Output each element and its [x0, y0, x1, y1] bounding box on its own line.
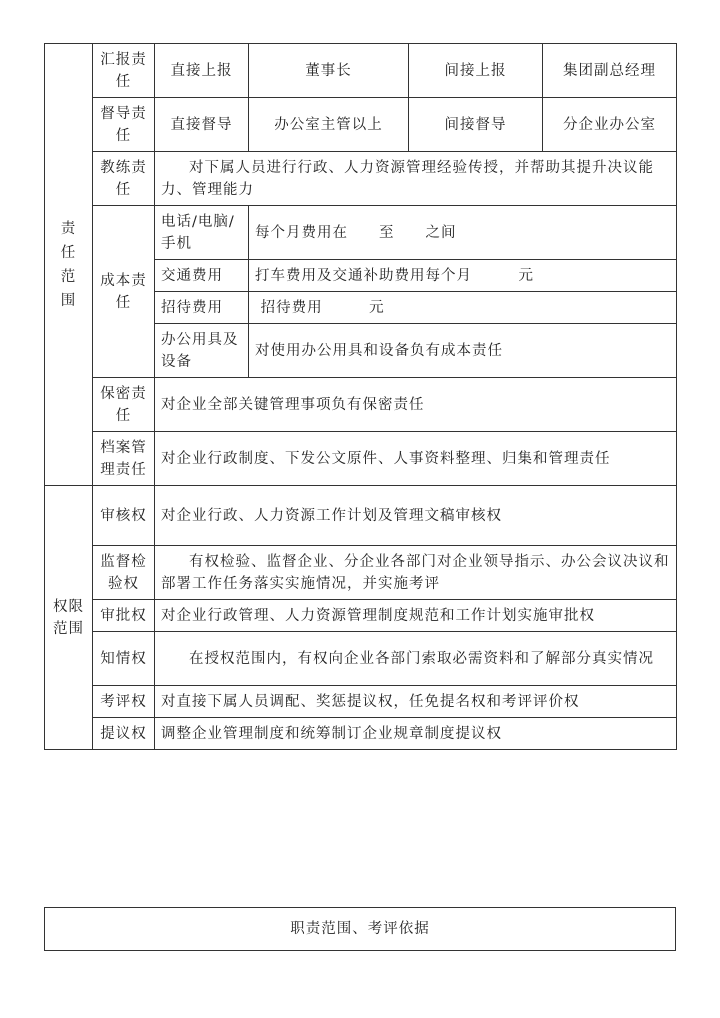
report-direct-value: 董事长 — [249, 44, 409, 98]
authority-label: 考评权 — [93, 686, 155, 718]
footer-title: 职责范围、考评依据 — [290, 921, 430, 937]
cost-item-desc: 打车费用及交通补助费用每个月 元 — [249, 260, 677, 292]
report-row — [45, 44, 677, 98]
authority-row — [45, 600, 677, 632]
cost-label: 成本责任 — [93, 206, 155, 378]
authority-row — [45, 632, 677, 686]
archive-label: 档案管理责任 — [93, 432, 155, 486]
cost-item-desc: 招待费用 元 — [249, 292, 677, 324]
cost-item-desc: 每个月费用在 至 之间 — [249, 206, 677, 260]
supervise-direct-label: 直接督导 — [155, 98, 249, 152]
cost-item-name: 办公用具及设备 — [155, 324, 249, 378]
archive-row — [45, 432, 677, 486]
coach-row — [45, 152, 677, 206]
confidential-text: 对企业全部关键管理事项负有保密责任 — [155, 378, 677, 432]
authority-label: 审核权 — [93, 486, 155, 546]
report-label: 汇报责任 — [93, 44, 155, 98]
authority-label: 监督检验权 — [93, 546, 155, 600]
authority-text: 调整企业管理制度和统筹制订企业规章制度提议权 — [155, 718, 677, 750]
supervise-direct-value: 办公室主管以上 — [249, 98, 409, 152]
authority-text: 对直接下属人员调配、奖惩提议权，任免提名权和考评评价权 — [155, 686, 677, 718]
cost-item-name: 交通费用 — [155, 260, 249, 292]
authority-section-label: 权限范围 — [45, 486, 93, 750]
authority-row — [45, 546, 677, 600]
cost-item-name: 电话/电脑/手机 — [155, 206, 249, 260]
report-direct-label: 直接上报 — [155, 44, 249, 98]
archive-text: 对企业行政制度、下发公文原件、人事资料整理、归集和管理责任 — [155, 432, 677, 486]
cost-row-phone — [45, 206, 677, 260]
responsibility-authority-table — [44, 43, 677, 750]
authority-label: 知情权 — [93, 632, 155, 686]
footer-title-box — [44, 907, 676, 951]
coach-label: 教练责任 — [93, 152, 155, 206]
authority-text: 对企业行政管理、人力资源管理制度规范和工作计划实施审批权 — [155, 600, 677, 632]
supervise-indirect-label: 间接督导 — [409, 98, 543, 152]
supervise-row — [45, 98, 677, 152]
confidential-row — [45, 378, 677, 432]
authority-text: 在授权范围内，有权向企业各部门索取必需资料和了解部分真实情况 — [155, 632, 677, 686]
report-indirect-value: 集团副总经理 — [543, 44, 677, 98]
report-indirect-label: 间接上报 — [409, 44, 543, 98]
supervise-label: 督导责任 — [93, 98, 155, 152]
authority-row — [45, 486, 677, 546]
coach-text: 对下属人员进行行政、人力资源管理经验传授，并帮助其提升决议能力、管理能力 — [155, 152, 677, 206]
supervise-indirect-value: 分企业办公室 — [543, 98, 677, 152]
authority-label: 审批权 — [93, 600, 155, 632]
authority-row — [45, 686, 677, 718]
authority-row — [45, 718, 677, 750]
confidential-label: 保密责任 — [93, 378, 155, 432]
authority-label: 提议权 — [93, 718, 155, 750]
authority-text: 对企业行政、人力资源工作计划及管理文稿审核权 — [155, 486, 677, 546]
cost-item-name: 招待费用 — [155, 292, 249, 324]
authority-text: 有权检验、监督企业、分企业各部门对企业领导指示、办公会议决议和部署工作任务落实实施情况，并实施考评 — [155, 546, 677, 600]
responsibility-section-label: 责任范围 — [45, 44, 93, 486]
cost-item-desc: 对使用办公用具和设备负有成本责任 — [249, 324, 677, 378]
